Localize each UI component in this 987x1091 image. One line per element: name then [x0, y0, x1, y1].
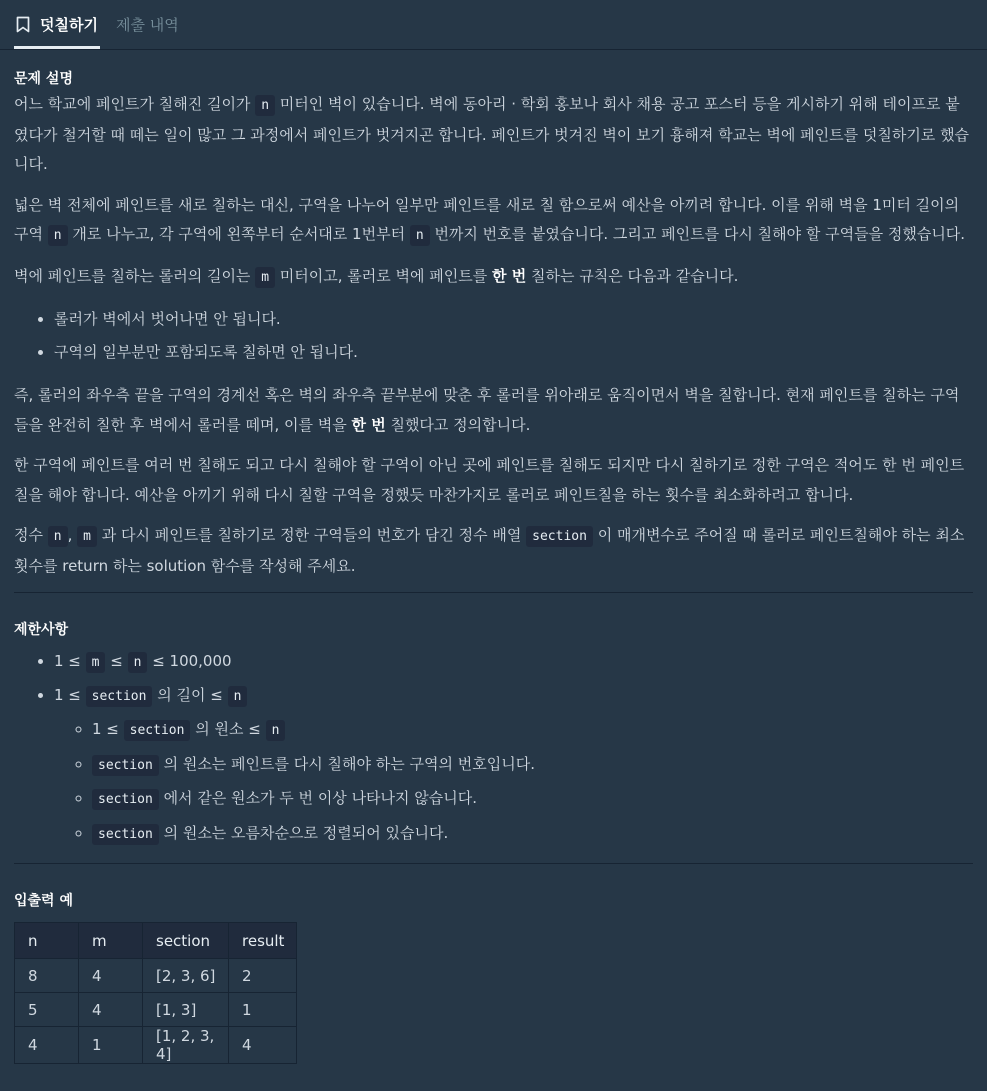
code-section: section	[526, 526, 593, 547]
description-paragraph-1: 어느 학교에 페인트가 칠해진 길이가 n 미터인 벽이 있습니다. 벽에 동아리 · 학회 홍보나 회사 채용 공고 포스터 등을 게시하기 위해 테이프로 붙였다가 철거할 때 떼는 일이 많고 그 과정에서 페인트가 벗겨지곤 합니다. 페인트가 벗겨진 벽이 보기 흉해져 학교는 벽에 페인트를 덧칠하기로 했습니다.	[14, 95, 970, 173]
description-paragraph-6: 정수 n , m 과 다시 페인트를 칠하기로 정한 구역들의 번호가 담긴 정수 배열 section 이 매개변수로 주어질 때 롤러로 페인트칠해야 하는 최소 횟수를 return 하는 solution 함수를 작성해 주세요.	[14, 526, 965, 575]
list-item: • 롤러가 벽에서 벗어나면 안 됩니다.	[54, 303, 973, 336]
list-item: ◦ section 에서 같은 원소가 두 번 이상 나타나지 않습니다.	[92, 782, 973, 817]
constraints-sublist	[54, 713, 973, 851]
tab-problem-label: 덧칠하기	[40, 15, 98, 34]
cell-n: 8	[15, 959, 79, 993]
description-heading: 문제 설명	[14, 71, 73, 87]
cell-m: 1	[79, 1027, 143, 1064]
description-paragraph-5: 한 구역에 페인트를 여러 번 칠해도 되고 다시 칠해야 할 구역이 아닌 곳에 페인트를 칠해도 되지만 다시 칠하기로 정한 구역은 적어도 한 번 페인트칠을 해야 합니다. 예산을 아끼기 위해 다시 칠할 구역을 정했듯 마찬가지로 롤러로 페인트칠을 하는 횟수를 최소화하려고 합니다.	[14, 456, 965, 504]
table-row	[15, 959, 297, 993]
table-row	[15, 1027, 297, 1064]
cell-section: [1, 2, 3, 4]	[143, 1027, 229, 1064]
list-item: • 1 ≤ m ≤ n ≤ 100,000	[54, 645, 973, 679]
code-n: n	[48, 225, 68, 246]
bold-once: 한 번	[492, 266, 527, 285]
constraints-list	[14, 645, 973, 851]
column-header-result: result	[229, 923, 297, 959]
constraints-heading: 제한사항	[14, 622, 69, 638]
code-n: n	[410, 225, 430, 246]
table-row	[15, 993, 297, 1027]
code-m: m	[255, 267, 275, 288]
column-header-section: section	[143, 923, 229, 959]
problem-content	[0, 50, 987, 1064]
list-item: ◦ 1 ≤ section 의 원소 ≤ n	[92, 713, 973, 748]
tab-problem[interactable]	[14, 0, 100, 49]
code-n: n	[255, 95, 275, 116]
cell-m: 4	[79, 993, 143, 1027]
list-item: • 구역의 일부분만 포함되도록 칠하면 안 됩니다.	[54, 336, 973, 369]
table-header-row	[15, 923, 297, 959]
list-item: ◦ section 의 원소는 오름차순으로 정렬되어 있습니다.	[92, 817, 973, 852]
roller-rules-list	[14, 303, 973, 369]
code-m: m	[77, 526, 97, 547]
bold-once: 한 번	[351, 415, 386, 434]
cell-result: 2	[229, 959, 297, 993]
tab-submissions-label: 제출 내역	[115, 15, 179, 34]
cell-result: 4	[229, 1027, 297, 1064]
bookmark-icon	[16, 16, 30, 33]
tab-submissions[interactable]	[114, 0, 181, 49]
tab-bar	[0, 0, 987, 50]
cell-section: [1, 3]	[143, 993, 229, 1027]
description-paragraph-3: 벽에 페인트를 칠하는 롤러의 길이는 m 미터이고, 롤러로 벽에 페인트를 한 번 칠하는 규칙은 다음과 같습니다.	[14, 262, 973, 293]
description-paragraph-4: 즉, 롤러의 좌우측 끝을 구역의 경계선 혹은 벽의 좌우측 끝부분에 맞춘 후 롤러를 위아래로 움직이면서 벽을 칠합니다. 현재 페인트를 칠하는 구역들을 완전히 칠한 후 벽에서 롤러를 떼며, 이를 벽을 한 번 칠했다고 정의합니다.	[14, 386, 960, 434]
cell-result: 1	[229, 993, 297, 1027]
cell-section: [2, 3, 6]	[143, 959, 229, 993]
cell-n: 5	[15, 993, 79, 1027]
column-header-n: n	[15, 923, 79, 959]
description-paragraph-2: 넓은 벽 전체에 페인트를 새로 칠하는 대신, 구역을 나누어 일부만 페인트를 새로 칠 함으로써 예산을 아끼려 합니다. 이를 위해 벽을 1미터 길이의 구역 n 개로 나누고, 각 구역에 왼쪽부터 순서대로 1번부터 n 번까지 번호를 붙였습니다. 그리고 페인트를 다시 칠해야 할 구역들을 정했습니다.	[14, 191, 973, 251]
cell-n: 4	[15, 1027, 79, 1064]
cell-m: 4	[79, 959, 143, 993]
code-n: n	[48, 526, 68, 547]
list-item: • 1 ≤ section 의 길이 ≤ n ◦ 1 ≤ section 의 원소 ≤ n ◦ section 의 원소는 페인트를 다시 칠해야 하는 구역의 번호입니다. ◦ section 에서 같은 원소가 두 번 이상 나타나지 않습니다. ◦ section 의 원소는 오름차순으로 정렬되어 있습니다.	[54, 679, 973, 851]
examples-heading: 입출력 예	[14, 893, 73, 909]
list-item: ◦ section 의 원소는 페인트를 다시 칠해야 하는 구역의 번호입니다.	[92, 748, 973, 783]
examples-table	[14, 922, 297, 1064]
column-header-m: m	[79, 923, 143, 959]
